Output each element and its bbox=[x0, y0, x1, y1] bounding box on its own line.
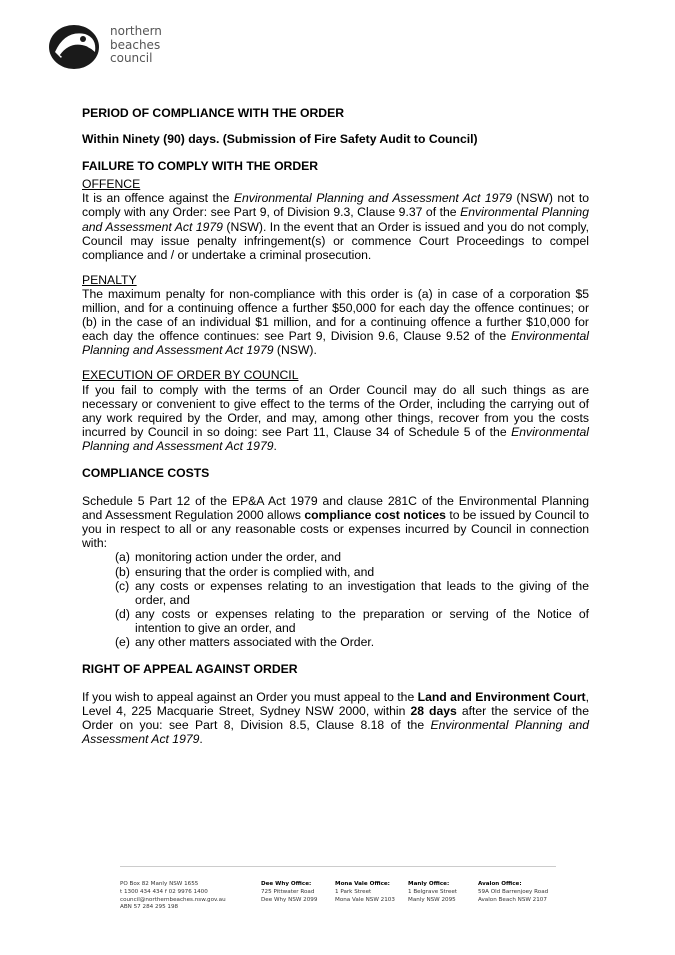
period-text: Within Ninety (90) days. (Submission of Fire Safety Audit to Council) bbox=[82, 132, 478, 147]
failure-heading: FAILURE TO COMPLY WITH THE ORDER bbox=[82, 159, 319, 174]
execution-heading: EXECUTION OF ORDER BY COUNCIL bbox=[82, 368, 299, 383]
costs-list bbox=[82, 550, 589, 649]
document-body bbox=[82, 106, 589, 747]
list-item: (a) monitoring action under the order, and bbox=[115, 550, 341, 565]
list-item: (c) any costs or expenses relating to an investigation that leads to the giving of the order, and bbox=[115, 578, 589, 607]
penalty-paragraph: The maximum penalty for non-compliance with this order is (a) in case of a corporation $5 million, and for a continuing offence a further $50,000 for each day the offence continues; or (b) in the case of an individual $1 million, and for a continuing offence a further $10,000 for each day the offence continues: see Part 9, Division 9.6, Clause 9.52 of the Environmental Planning and Assessment Act 1979 (NSW). bbox=[82, 286, 589, 358]
footer-contact: PO Box 82 Manly NSW 1655 t 1300 434 434 f 02 9976 1400 council@northernbeaches.nsw.gov.au ABN 57 284 295 198 bbox=[120, 881, 226, 911]
brand-line-1: northern bbox=[110, 24, 162, 38]
appeal-heading: RIGHT OF APPEAL AGAINST ORDER bbox=[82, 662, 298, 677]
council-logo-icon bbox=[47, 22, 107, 72]
execution-paragraph: If you fail to comply with the terms of an Order Council may do all such things as are necessary or convenient to give effect to the terms of the Order, including the carrying out of any work required by the Order, and may, among other things, recover from you the costs incurred by Council in so doing: see Part 11, Clause 34 of Schedule 5 of the Environmental Planning and Assessment Act 1979. bbox=[82, 382, 589, 453]
footer-mona-vale: Mona Vale Office: 1 Park Street Mona Vale NSW 2103 bbox=[335, 881, 395, 903]
penalty-heading: PENALTY bbox=[82, 272, 137, 287]
list-item: (e) any other matters associated with the Order. bbox=[115, 635, 375, 649]
brand-line-2: beaches bbox=[110, 37, 161, 52]
appeal-paragraph: If you wish to appeal against an Order you must appeal to the Land and Environment Court, Level 4, 225 Macquarie Street, Sydney NSW 2000, within 28 days after the service of the Order on you: see Part 8, Division 8.5, Clause 8.18 of the Environmental Planning and Assessment Act 1979. bbox=[82, 690, 590, 747]
costs-paragraph: Schedule 5 Part 12 of the EP&A Act 1979 and clause 281C of the Environmental Planning and Assessment Regulation 2000 allows compliance cost notices to be issued by Council to you in respect to all or any reasonable costs or expenses incurred by Council in connection with: bbox=[82, 494, 589, 551]
offence-heading: OFFENCE bbox=[82, 177, 141, 192]
footer-dee-why: Dee Why Office: 725 Pittwater Road Dee Why NSW 2099 bbox=[261, 881, 318, 903]
list-item: (b) ensuring that the order is complied with, and bbox=[115, 564, 375, 579]
brand-wordmark bbox=[110, 25, 162, 66]
footer-manly: Manly Office: 1 Belgrave Street Manly NSW 2095 bbox=[408, 881, 457, 903]
period-heading: PERIOD OF COMPLIANCE WITH THE ORDER bbox=[82, 106, 345, 120]
brand-line-3: council bbox=[110, 51, 153, 65]
footer bbox=[120, 866, 556, 911]
footer-avalon: Avalon Office: 59A Old Barrenjoey Road Avalon Beach NSW 2107 bbox=[478, 881, 549, 903]
list-item: (d) any costs or expenses relating to the preparation or serving of the Notice of intention to give an order, and bbox=[115, 606, 589, 635]
costs-heading: COMPLIANCE COSTS bbox=[82, 465, 210, 480]
offence-paragraph: It is an offence against the Environmental Planning and Assessment Act 1979 (NSW) not to comply with any Order: see Part 9, of Division 9.3, Clause 9.37 of the Environmental Planning and Assessment Act 1979 (NSW). In the event that an Order is issued and you do not comply, Council may issue penalty infringement(s) or commence Court Proceedings to compel compliance and / or undertake a criminal prosecution. bbox=[82, 191, 589, 262]
